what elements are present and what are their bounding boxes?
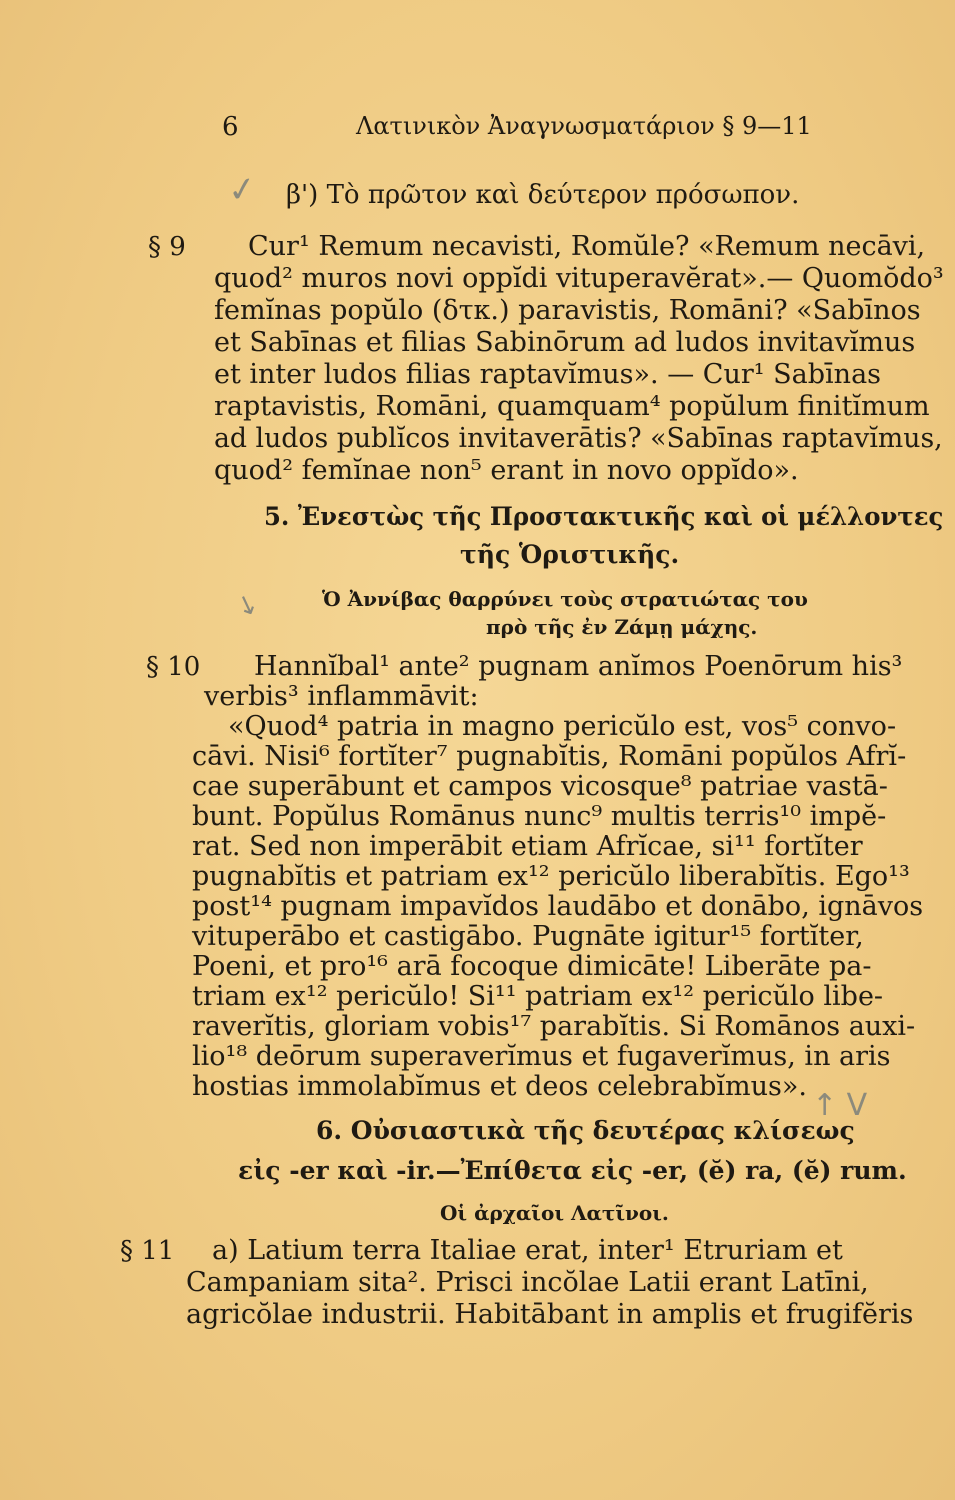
para10-line-8: pugnabĭtis et patriam ex¹² pericŭlo liberabĭtis. Ego¹³ bbox=[192, 861, 910, 892]
para10-line-10: vituperābo et castigābo. Pugnāte igitur¹⁵ fortĭter, bbox=[192, 921, 864, 952]
para10-line-11: Poeni, et pro¹⁶ arā focoque dimicāte! Liberāte pa- bbox=[192, 951, 872, 982]
page-number: 6 bbox=[222, 112, 239, 142]
para9-line-7: ad ludos publĭcos invitaverātis? «Sabīnas raptavĭmus, bbox=[214, 423, 943, 454]
section5-title-line-2: τῆς Ὁριστικῆς. bbox=[460, 540, 680, 569]
para10-line-14: lio¹⁸ deōrum superaverĭmus et fugaverĭmus, in aris bbox=[192, 1041, 891, 1072]
para10-line-12: triam ex¹² pericŭlo! Si¹¹ patriam ex¹² pericŭlo libe- bbox=[192, 981, 884, 1012]
para10-line-5: cae superābunt et campos vicosque⁸ patriae vastā- bbox=[192, 771, 888, 802]
section6-title-line-1: 6. Οὐσιαστικὰ τῆς δευτέρας κλίσεως bbox=[316, 1116, 855, 1145]
section6-subtitle: Οἱ ἀρχαῖοι Λατῖνοι. bbox=[440, 1201, 669, 1225]
para9-line-6: raptavistis, Romāni, quamquam⁴ popŭlum finitĭmum bbox=[214, 391, 930, 422]
section-b-title: β') Τὸ πρῶτον καὶ δεύτερον πρόσωπον. bbox=[286, 180, 800, 210]
section5-subtitle-line-1: Ὁ Ἀννίβας θαρρύνει τοὺς στρατιώτας του bbox=[322, 587, 808, 611]
paragraph-10-mark: § 10 bbox=[146, 652, 201, 682]
para9-line-4: et Sabīnas et filias Sabinōrum ad ludos invitavĭmus bbox=[214, 327, 916, 358]
paragraph-9-mark: § 9 bbox=[148, 232, 186, 262]
para10-line-6: bunt. Popŭlus Romānus nunc⁹ multis terris¹⁰ impĕ- bbox=[192, 801, 887, 832]
para10-line-1: Hannĭbal¹ ante² pugnam anĭmos Poenōrum his³ bbox=[254, 651, 903, 682]
pencil-arrow-mark: ↘ bbox=[231, 587, 263, 623]
section5-subtitle-line-2: πρὸ τῆς ἐν Ζάμῃ μάχης. bbox=[486, 615, 758, 639]
paragraph-11-mark: § 11 bbox=[120, 1236, 175, 1266]
pencil-check-mark: ✓ bbox=[225, 168, 260, 212]
section5-title-line-1: 5. Ἐνεστὼς τῆς Προστακτικῆς καὶ οἱ μέλλοντες bbox=[264, 502, 944, 531]
para10-line-15: hostias immolabĭmus et deos celebrabĭmus». bbox=[192, 1071, 807, 1102]
para9-line-2: quod² muros novi oppĭdi vituperavĕrat».— Quomŏdo³ bbox=[214, 263, 944, 294]
para9-line-8: quod² femĭnae non⁵ erant in novo oppĭdo». bbox=[214, 455, 799, 486]
para11-line-2: Campaniam sita². Prisci incŏlae Latii erant Latīni, bbox=[186, 1267, 869, 1298]
para10-line-2: verbis³ inflammāvit: bbox=[204, 681, 479, 712]
para9-line-1: Cur¹ Remum necavisti, Romŭle? «Remum necāvi, bbox=[248, 231, 926, 262]
pencil-margin-mark: ↑ V bbox=[812, 1088, 868, 1123]
para11-line-1: a) Latium terra Italiae erat, inter¹ Etruriam et bbox=[212, 1235, 843, 1266]
section6-title-line-2: εἰς -er καὶ -ir.—Ἐπίθετα εἰς -er, (ĕ) ra, (ĕ) rum. bbox=[238, 1156, 907, 1185]
running-header bbox=[222, 112, 812, 152]
running-title: Λατινικὸν Ἀναγνωσματάριον § 9—11 bbox=[356, 112, 812, 140]
para10-line-4: cāvi. Nisi⁶ fortĭter⁷ pugnabĭtis, Romāni popŭlos Afrĭ- bbox=[192, 741, 907, 772]
para10-line-3: «Quod⁴ patria in magno pericŭlo est, vos⁵ convo- bbox=[228, 711, 897, 742]
para10-line-7: rat. Sed non imperābit etiam Afrĭcae, si¹¹ fortĭter bbox=[192, 831, 863, 862]
para11-line-3: agricŏlae industrii. Habitābant in amplis et frugifĕris bbox=[186, 1299, 914, 1330]
para9-line-3: femĭnas popŭlo (δτκ.) paravistis, Romāni? «Sabīnos bbox=[214, 295, 921, 326]
para10-line-13: raverĭtis, gloriam vobis¹⁷ parabĭtis. Si Romānos auxi- bbox=[192, 1011, 916, 1042]
para9-line-5: et inter ludos filias raptavĭmus». — Cur¹ Sabīnas bbox=[214, 359, 882, 390]
para10-line-9: post¹⁴ pugnam impavĭdos laudābo et donābo, ignāvos bbox=[192, 891, 924, 922]
